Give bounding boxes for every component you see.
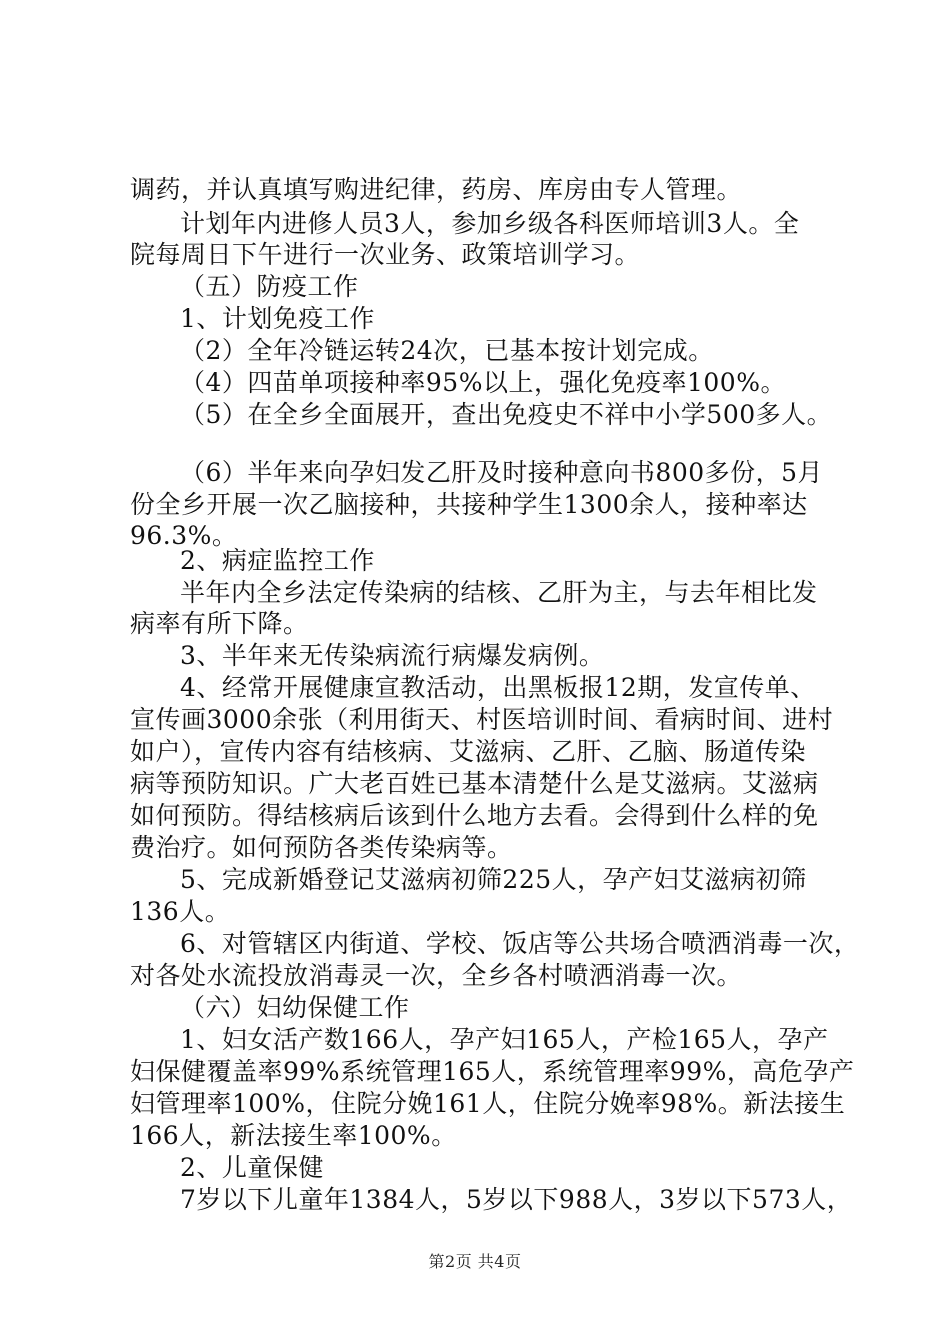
text-line: 院每周日下午进行一次业务、政策培训学习。 — [130, 240, 641, 269]
text-line: 166人，新法接生率100%。 — [130, 1121, 457, 1150]
section-heading: （五）防疫工作 — [180, 272, 359, 301]
text-line: 妇保健覆盖率99%系统管理165人，系统管理率99%，高危孕产 — [130, 1057, 855, 1086]
text-line: 调药，并认真填写购进纪律，药房、库房由专人管理。 — [130, 175, 743, 204]
text-line: 6、对管辖区内街道、学校、饭店等公共场合喷洒消毒一次， — [180, 929, 860, 958]
text-line: 5、完成新婚登记艾滋病初筛225人，孕产妇艾滋病初筛 — [180, 865, 807, 894]
text-line: 136人。 — [130, 897, 231, 926]
subsection-heading: 2、病症监控工作 — [180, 546, 375, 575]
section-heading: （六）妇幼保健工作 — [180, 993, 410, 1022]
subsection-heading: 2、儿童保健 — [180, 1153, 324, 1182]
text-line: （6）半年来向孕妇发乙肝及时接种意向书800多份，5月 — [180, 458, 824, 487]
text-line: 4、经常开展健康宣教活动，出黑板报12期，发宣传单、 — [180, 673, 816, 702]
text-line: 1、妇女活产数166人，孕产妇165人，产检165人，孕产 — [180, 1025, 829, 1054]
text-line: 病等预防知识。广大老百姓已基本清楚什么是艾滋病。艾滋病 — [130, 769, 819, 798]
text-line: （5）在全乡全面展开，查出免疫史不祥中小学500多人。 — [180, 400, 833, 429]
text-line: 费治疗。如何预防各类传染病等。 — [130, 833, 513, 862]
text-line: 96.3%。 — [130, 521, 238, 550]
text-line: 7岁以下儿童年1384人，5岁以下988人，3岁以下573人， — [180, 1185, 853, 1214]
text-line: 如户），宣传内容有结核病、艾滋病、乙肝、乙脑、肠道传染 — [130, 737, 807, 766]
text-line: 计划年内进修人员3人，参加乡级各科医师培训3人。全 — [180, 209, 800, 238]
subsection-heading: 1、计划免疫工作 — [180, 304, 375, 333]
text-line: （4）四苗单项接种率95%以上，强化免疫率100%。 — [180, 368, 786, 397]
text-line: （2）全年冷链运转24次，已基本按计划完成。 — [180, 336, 714, 365]
text-line: 宣传画3000余张（利用街天、村医培训时间、看病时间、进村 — [130, 705, 834, 734]
text-line: 如何预防。得结核病后该到什么地方去看。会得到什么样的免 — [130, 801, 819, 830]
text-line: 妇管理率100%，住院分娩161人，住院分娩率98%。新法接生 — [130, 1089, 846, 1118]
text-line: 半年内全乡法定传染病的结核、乙肝为主，与去年相比发 — [180, 578, 818, 607]
text-line: 对各处水流投放消毒灵一次，全乡各村喷洒消毒一次。 — [130, 961, 743, 990]
text-line: 病率有所下降。 — [130, 609, 309, 638]
page-footer: 第2页 共4页 — [428, 1252, 522, 1271]
text-line: 3、半年来无传染病流行病爆发病例。 — [180, 641, 605, 670]
text-line: 份全乡开展一次乙脑接种，共接种学生1300余人，接种率达 — [130, 490, 808, 519]
